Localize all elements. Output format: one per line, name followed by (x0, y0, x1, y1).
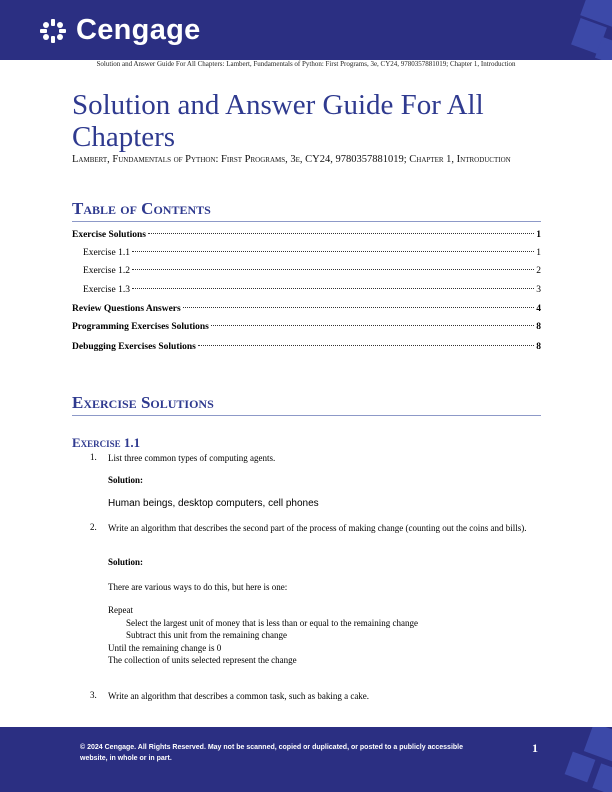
toc-entry-page: 1 (536, 230, 541, 240)
toc-leader (132, 269, 534, 270)
question-text: List three common types of computing agents. (108, 453, 276, 463)
toc-leader (211, 325, 534, 326)
toc-entry-page: 2 (536, 266, 541, 276)
brand-name: Cengage (76, 14, 201, 46)
toc-leader (132, 251, 534, 252)
answer-intro: There are various ways to do this, but here is one: (108, 582, 288, 592)
algorithm-line: Select the largest unit of money that is less than or equal to the remaining change (126, 618, 419, 628)
toc-leader (148, 233, 534, 234)
toc-entry[interactable] (72, 230, 541, 244)
page-number: 1 (532, 741, 538, 755)
cengage-mark-icon (38, 16, 68, 46)
toc-entry-page: 8 (536, 342, 541, 352)
toc-entry-label: Exercise 1.3 (83, 285, 130, 295)
question-text: Write an algorithm that describes a common task, such as baking a cake. (108, 691, 370, 701)
toc-entry[interactable] (72, 248, 541, 262)
question-text: Write an algorithm that describes the second part of the process of making change (counting out the coins and bills). (108, 523, 527, 533)
decorative-shape (584, 727, 612, 761)
solution-label: Solution: (108, 475, 144, 485)
decorative-shape (565, 752, 596, 783)
toc-entry-page: 8 (536, 322, 541, 332)
toc-leader (198, 345, 534, 346)
toc-entry-label: Exercise 1.2 (83, 266, 130, 276)
toc-entry-label: Exercise Solutions (72, 230, 146, 240)
toc-entry-label: Exercise 1.1 (83, 248, 130, 258)
toc-entry-page: 4 (536, 304, 541, 314)
toc-leader (132, 288, 534, 289)
toc-entry[interactable] (72, 342, 541, 356)
toc-entry[interactable] (72, 304, 541, 318)
algorithm-line: Repeat (108, 605, 133, 615)
solution-label: Solution: (108, 557, 144, 567)
running-head: Solution and Answer Guide For All Chapters: Lambert, Fundamentals of Python: First Programs, 3e, CY24, 9780357881019; Chapter 1, Introduction (96, 60, 516, 68)
copyright-notice: © 2024 Cengage. All Rights Reserved. May not be scanned, copied or duplicated, or posted to a publicly accessible website, in whole or in part. (80, 744, 464, 762)
toc-entry-label: Programming Exercises Solutions (72, 322, 209, 332)
algorithm-line: The collection of units selected represent the change (108, 655, 297, 665)
decorative-shape (592, 763, 612, 792)
toc-entry[interactable] (72, 285, 541, 299)
question-number: 1. (90, 452, 97, 462)
toc-entry-label: Debugging Exercises Solutions (72, 342, 196, 352)
exercise-solutions-heading: Exercise Solutions (72, 393, 541, 416)
toc-entry-label: Review Questions Answers (72, 304, 181, 314)
toc-leader (183, 307, 535, 308)
exercise-heading: Exercise 1.1 (72, 435, 141, 450)
question-number: 2. (90, 522, 97, 532)
document-title: Solution and Answer Guide For All Chapters (72, 89, 484, 153)
algorithm-line: Subtract this unit from the remaining change (126, 630, 287, 640)
toc-entry-page: 3 (536, 285, 541, 295)
question-number: 3. (90, 690, 97, 700)
algorithm-line: Until the remaining change is 0 (108, 643, 222, 653)
document-subtitle: Lambert, Fundamentals of Python: First Programs, 3e, CY24, 9780357881019; Chapter 1, Introduction (72, 154, 511, 165)
toc-entry-page: 1 (536, 248, 541, 258)
toc-heading: Table of Contents (72, 199, 541, 222)
toc-entry[interactable] (72, 266, 541, 280)
toc-entry[interactable] (72, 322, 541, 336)
answer-text: Human beings, desktop computers, cell phones (108, 498, 319, 509)
cengage-logo (38, 14, 201, 47)
